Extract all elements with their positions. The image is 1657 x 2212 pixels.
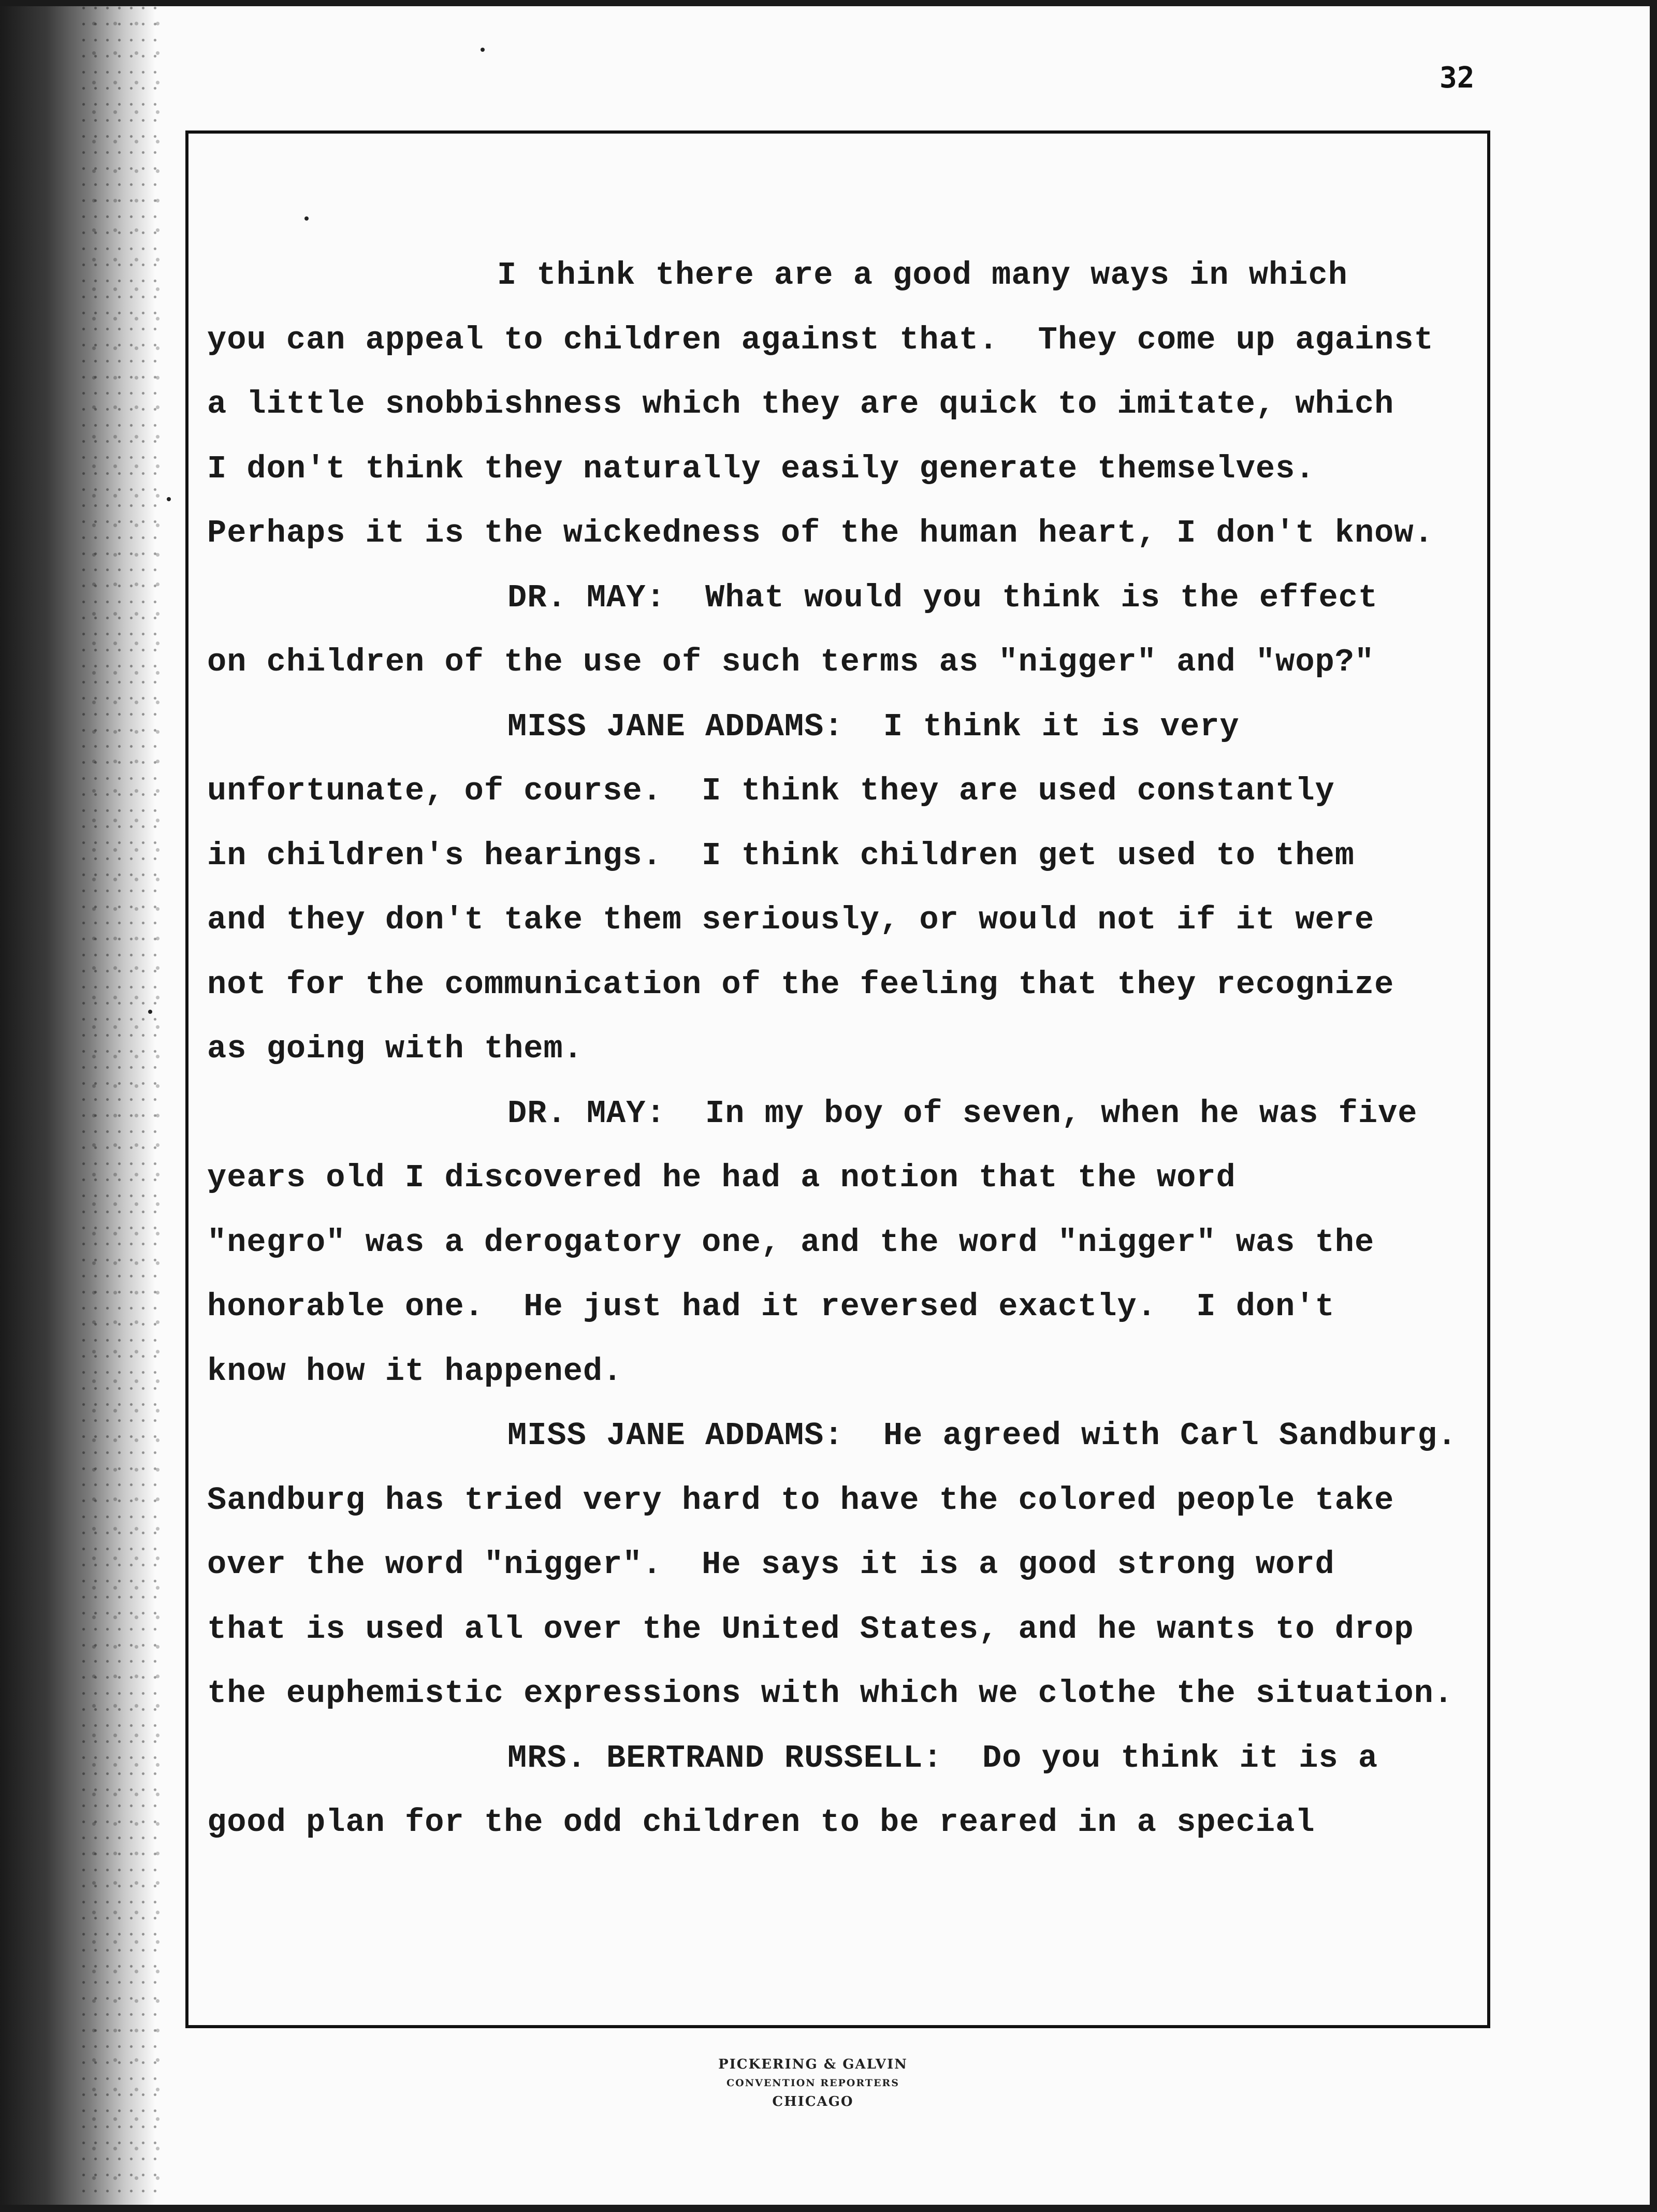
page-number: 32 xyxy=(1440,61,1475,95)
speaker-line: MISS JANE ADDAMS: He agreed with Carl Sandburg. xyxy=(507,1417,1457,1454)
transcript-line: I don't think they naturally easily generate themselves. xyxy=(207,450,1315,487)
transcript-line: that is used all over the United States, and he wants to drop xyxy=(207,1610,1414,1648)
speaker-line: MISS JANE ADDAMS: I think it is very xyxy=(507,708,1240,745)
transcript-line: over the word "nigger". He says it is a good strong word xyxy=(207,1546,1335,1583)
transcript-line: good plan for the odd children to be reared in a special xyxy=(207,1804,1315,1841)
stray-mark xyxy=(481,48,485,52)
transcript-line: in children's hearings. I think children get used to them xyxy=(207,837,1355,874)
scan-edge-right xyxy=(1650,0,1657,2212)
scan-edge-top xyxy=(0,0,1657,6)
reporter-footer xyxy=(621,2055,1005,2112)
footer-firm-name: PICKERING & GALVIN xyxy=(718,2057,908,2072)
transcript-line: I think there are a good many ways in which xyxy=(497,257,1348,294)
scan-edge-bottom xyxy=(0,2205,1657,2212)
transcript-line: on children of the use of such terms as "nigger" and "wop?" xyxy=(207,644,1375,680)
transcript-line: and they don't take them seriously, or would not if it were xyxy=(207,901,1375,938)
transcript-line: honorable one. He just had it reversed exactly. I don't xyxy=(207,1288,1335,1325)
transcript-line: Sandburg has tried very hard to have the colored people take xyxy=(207,1481,1394,1519)
speaker-line: DR. MAY: In my boy of seven, when he was five xyxy=(507,1095,1418,1132)
transcript-body xyxy=(207,243,1481,1855)
stray-mark xyxy=(148,1010,152,1014)
transcript-line: not for the communication of the feeling that they recognize xyxy=(207,966,1394,1003)
transcript-line: years old I discovered he had a notion that the word xyxy=(207,1159,1236,1196)
transcript-line: know how it happened. xyxy=(207,1352,623,1390)
transcript-line: a little snobbishness which they are quick to imitate, which xyxy=(207,386,1394,423)
transcript-line: unfortunate, of course. I think they are used constantly xyxy=(207,773,1335,809)
stray-mark xyxy=(167,497,171,501)
transcript-line: you can appeal to children against that. They come up against xyxy=(207,321,1434,358)
transcript-line: Perhaps it is the wickedness of the human heart, I don't know. xyxy=(207,515,1434,551)
footer-city: CHICAGO xyxy=(772,2094,854,2109)
speaker-line: DR. MAY: What would you think is the effect xyxy=(507,579,1378,616)
footer-firm-subtitle: CONVENTION REPORTERS xyxy=(726,2077,899,2089)
scan-speckle xyxy=(78,0,161,2212)
transcript-line: the euphemistic expressions with which we clothe the situation. xyxy=(207,1675,1453,1712)
speaker-line: MRS. BERTRAND RUSSELL: Do you think it is a xyxy=(507,1739,1378,1777)
transcript-line: as going with them. xyxy=(207,1030,583,1067)
transcript-line: "negro" was a derogatory one, and the word "nigger" was the xyxy=(207,1224,1375,1261)
